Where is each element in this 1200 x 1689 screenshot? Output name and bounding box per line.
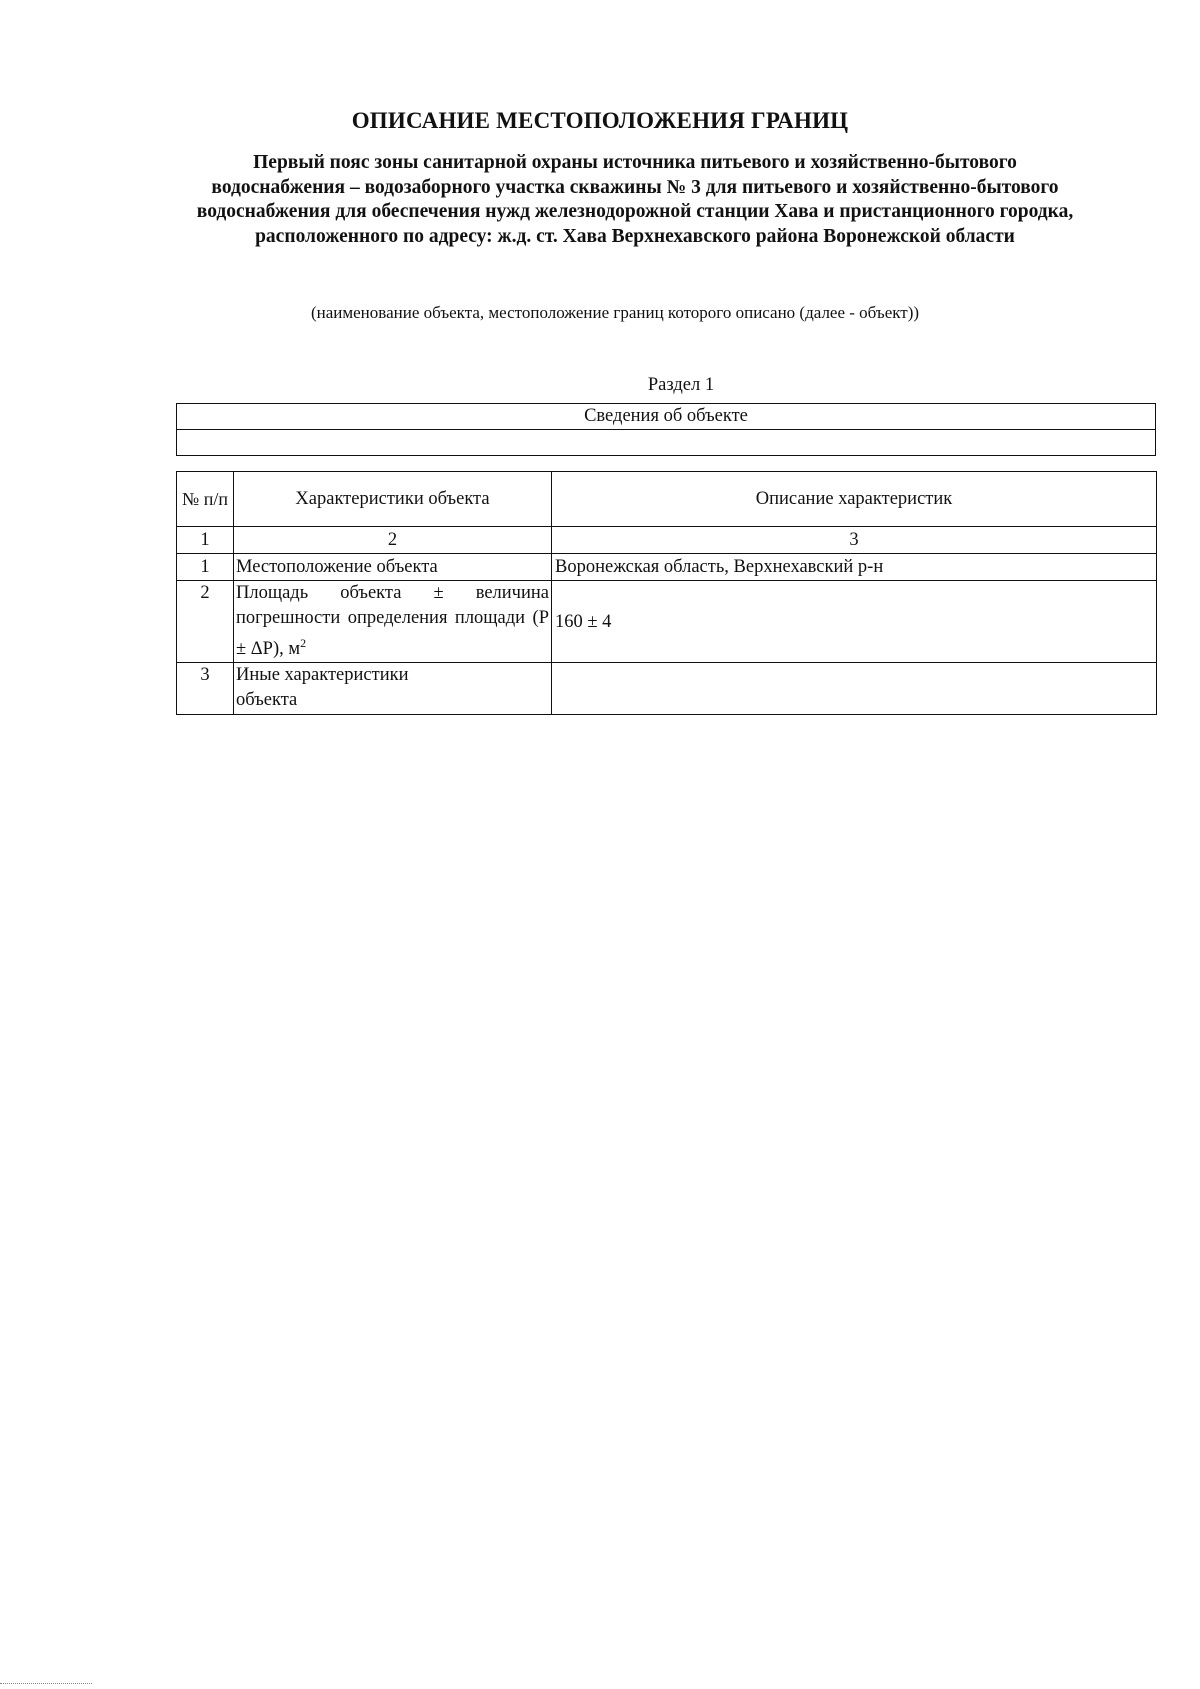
header-characteristic: Характеристики объекта xyxy=(234,472,552,527)
info-blank-cell xyxy=(177,430,1156,456)
column-index-1: 1 xyxy=(177,527,234,554)
section-label: Раздел 1 xyxy=(647,375,715,395)
header-num xyxy=(177,472,234,527)
characteristics-table xyxy=(176,471,1157,715)
document-subtitle: Первый пояс зоны санитарной охраны источника питьевого и хозяйственно-бытового водоснабжения – водозаборного участка скважины № 3 для питьевого и хозяйственно-бытового водоснабжения для обеспечения нужд железнодорожной станции Хава и пристанционного городка, расположенного по адресу: ж.д. ст. Хава Верхнехавского района Воронежской области xyxy=(196,152,1074,247)
row-description xyxy=(552,663,1157,715)
table-row xyxy=(177,554,1157,581)
row-characteristic: Иные характеристики объекта xyxy=(234,663,552,715)
row-number: 1 xyxy=(177,554,234,581)
object-info-table xyxy=(176,403,1156,456)
info-title-cell: Сведения об объекте xyxy=(177,404,1156,430)
row-characteristic-text: Площадь объекта ± величина погрешности определения площади (Р ± ΔР), м xyxy=(236,583,549,660)
column-index-row xyxy=(177,527,1157,554)
object-caption: (наименование объекта, местоположение границ которого описано (далее - объект)) xyxy=(310,303,920,322)
row-number: 2 xyxy=(177,581,234,663)
column-index-3: 3 xyxy=(552,527,1157,554)
row-characteristic xyxy=(234,581,552,663)
info-title-row xyxy=(177,404,1156,430)
table-row xyxy=(177,663,1157,715)
row-description: 160 ± 4 xyxy=(552,581,1157,663)
column-index-2: 2 xyxy=(234,527,552,554)
header-num-label: № п/п xyxy=(182,489,228,509)
page-title: ОПИСАНИЕ МЕСТОПОЛОЖЕНИЯ ГРАНИЦ xyxy=(351,108,849,133)
header-description: Описание характеристик xyxy=(552,472,1157,527)
row-description: Воронежская область, Верхнехавский р-н xyxy=(552,554,1157,581)
unit-superscript: 2 xyxy=(300,636,307,650)
footer-dotted-rule xyxy=(0,1683,92,1684)
info-blank-row xyxy=(177,430,1156,456)
row-number: 3 xyxy=(177,663,234,715)
row-characteristic: Местоположение объекта xyxy=(234,554,552,581)
table-header-row xyxy=(177,472,1157,527)
table-row xyxy=(177,581,1157,663)
